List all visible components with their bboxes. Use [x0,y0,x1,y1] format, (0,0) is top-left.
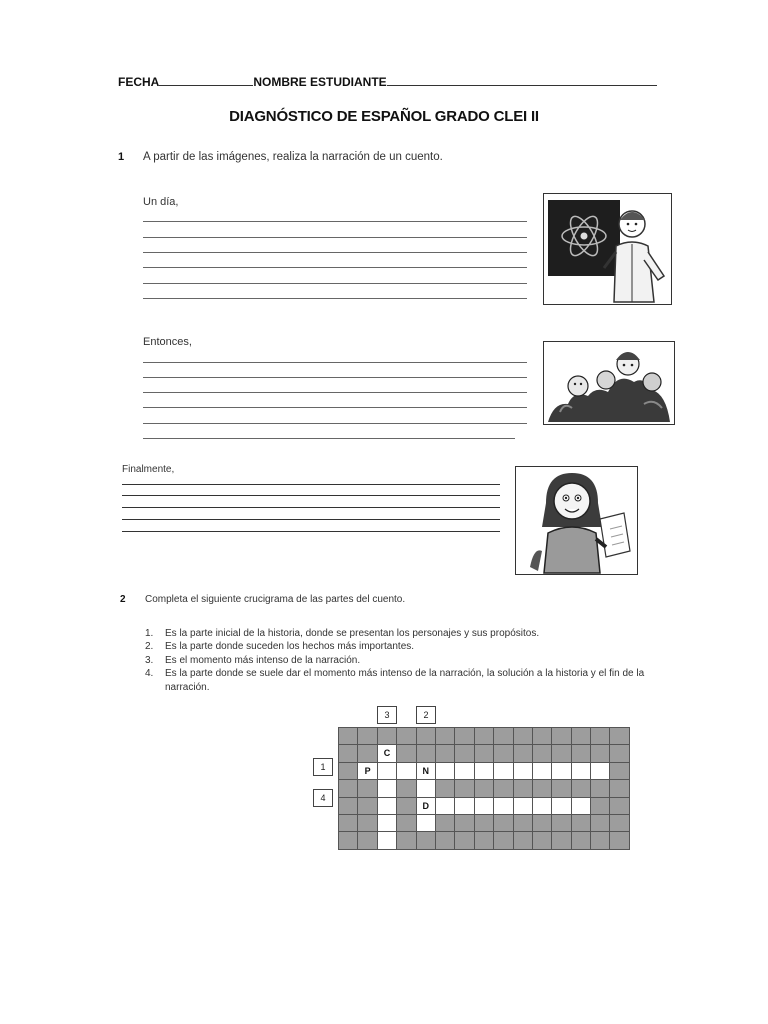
crossword-cell[interactable] [397,763,416,780]
crossword-cell[interactable] [475,798,494,815]
section-3-lead: Finalmente, [122,464,175,475]
clue-item [145,654,645,667]
clue-number: 4. [145,668,154,680]
question-1-number: 1 [118,151,125,163]
crossword-cell[interactable] [494,763,513,780]
children-crowd-picture [543,341,675,425]
question-2-text: Completa el siguiente crucigrama de las partes del cuento. [145,594,406,605]
crossword-cell[interactable] [533,763,552,780]
clue-item [145,627,645,640]
clue-box-3: 3 [377,706,397,724]
crossword-cell[interactable] [591,763,610,780]
crossword-cell[interactable] [436,798,455,815]
crossword-cell-c[interactable]: C [378,745,397,762]
clue-text: Es la parte donde se suele dar el momento más intenso de la narración, la solución a la historia y el fin de la narración. [165,668,645,693]
crossword-cell[interactable] [514,763,533,780]
section-2-lead: Entonces, [143,336,192,348]
crossword-cell[interactable] [533,798,552,815]
crossword-cell[interactable] [378,763,397,780]
crossword-cell[interactable] [494,798,513,815]
crossword-cell-d[interactable]: D [417,798,436,815]
clue-item [145,667,645,694]
child-with-paper-icon [516,467,637,574]
clue-text: Es la parte donde suceden los hechos más importantes. [165,641,415,653]
nombre-field[interactable] [387,75,657,86]
page-title: DIAGNÓSTICO DE ESPAÑOL GRADO CLEI II [229,108,539,125]
crossword-cell[interactable] [378,815,397,832]
crossword-cell[interactable] [417,780,436,797]
clue-box-1: 1 [313,758,333,776]
clue-item [145,640,645,653]
student-header [118,75,653,89]
child-with-paper-picture [515,466,638,575]
crossword-cell-n[interactable]: N [417,763,436,780]
clue-text: Es el momento más intenso de la narración. [165,654,361,666]
crossword-cell[interactable] [378,832,397,849]
crossword-cell-p[interactable]: P [358,763,377,780]
crossword-cell[interactable] [455,763,474,780]
question-1-text: A partir de las imágenes, realiza la narración de un cuento. [143,151,443,163]
clue-box-2: 2 [416,706,436,724]
question-2-number: 2 [120,594,126,605]
clue-number: 2. [145,641,154,653]
crossword-cell[interactable] [378,780,397,797]
crossword-cell[interactable] [514,798,533,815]
clue-text: Es la parte inicial de la historia, donde se presentan los personajes y sus propósitos. [165,628,540,639]
crossword-cell[interactable] [572,798,591,815]
crossword-cell[interactable] [378,798,397,815]
clue-number: 3. [145,654,154,666]
clue-number: 1. [145,628,154,639]
fecha-field[interactable] [159,75,253,86]
crossword-cell[interactable] [475,763,494,780]
clue-box-4: 4 [313,789,333,807]
crossword-cell[interactable] [455,798,474,815]
children-crowd-icon [544,342,674,424]
nombre-label: NOMBRE ESTUDIANTE [253,75,387,89]
section-1-lead: Un día, [143,196,179,208]
fecha-label: FECHA [118,75,160,89]
crossword-cell[interactable] [417,815,436,832]
teacher-atom-icon [544,194,671,304]
crossword-clue-list [145,627,645,694]
crossword-grid [338,727,630,850]
crossword-cell[interactable] [436,763,455,780]
crossword-cell[interactable] [552,763,571,780]
crossword-cell[interactable] [552,798,571,815]
crossword-cell[interactable] [572,763,591,780]
teacher-atom-picture [543,193,672,305]
